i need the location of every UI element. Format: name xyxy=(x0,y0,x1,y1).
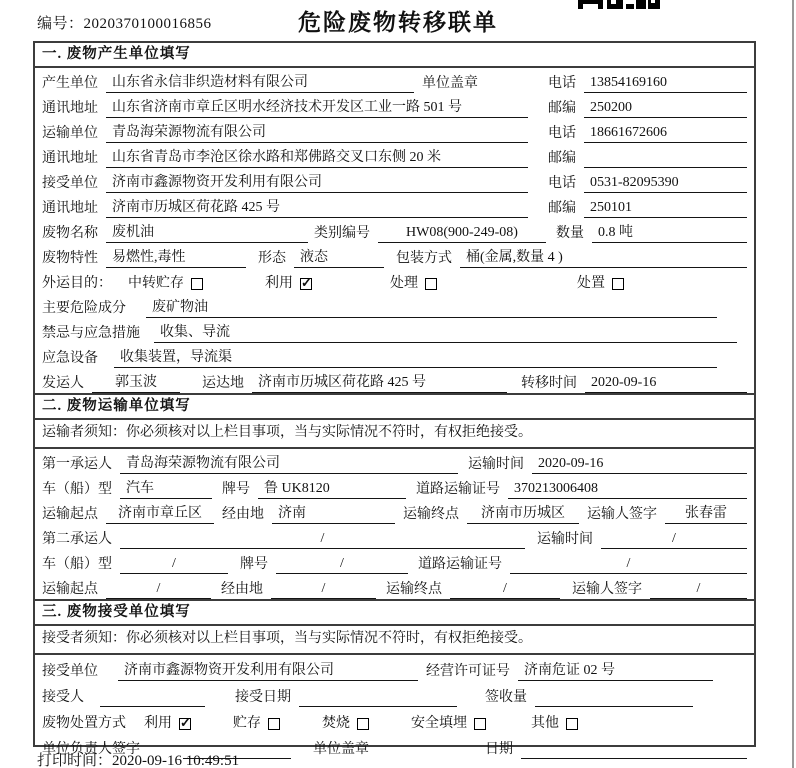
equipment-label: 应急设备 xyxy=(42,351,98,366)
route1-sign: 张春雷 xyxy=(665,502,747,524)
route1-start-label: 运输起点 xyxy=(42,507,98,522)
receiver-phone-label: 电话 xyxy=(548,176,576,191)
producer-phone-label: 电话 xyxy=(548,76,576,91)
row-dispatch xyxy=(35,368,754,393)
purpose-reuse-label: 利用 xyxy=(265,276,293,291)
vehicle1-plate: 鲁 UK8120 xyxy=(258,477,406,499)
vehicle1-label: 车（船）型 xyxy=(42,482,112,497)
vehicle1-permit-label: 道路运输证号 xyxy=(416,482,500,497)
producer-addr-value: 山东省济南市章丘区明水经济技术开发区工业一路 501 号 xyxy=(106,96,528,118)
license-label: 经营许可证号 xyxy=(426,664,510,679)
purpose-label: 外运目的： xyxy=(42,276,112,291)
accept-date-label: 接受日期 xyxy=(235,690,291,705)
row-producer xyxy=(35,68,754,93)
waste-pack: 桶(金属,数量 4 ) xyxy=(460,246,747,268)
checkbox-disposal-burn-icon xyxy=(357,718,369,730)
qr-code-fragment-icon xyxy=(578,0,660,9)
manager-date xyxy=(521,757,747,759)
producer-seal-label: 单位盖章 xyxy=(422,76,478,91)
acceptor-label: 接受人 xyxy=(42,690,84,705)
print-time: 打印时间：2020-09-16 10:49:51 xyxy=(37,753,240,768)
receiver-addr-value: 济南市历城区荷花路 425 号 xyxy=(106,196,528,218)
row-purpose xyxy=(35,268,754,293)
waste-name-value: 废机油 xyxy=(106,221,308,243)
route2-sign-label: 运输人签字 xyxy=(572,582,642,597)
dispatch-time: 2020-09-16 xyxy=(585,375,747,393)
receiver-value: 济南市鑫源物资开发利用有限公司 xyxy=(106,171,528,193)
carrier2-value: / xyxy=(120,531,525,549)
accept-unit-label: 接受单位 xyxy=(42,664,98,679)
row-carrier2 xyxy=(35,524,754,549)
disposal-option-landfill xyxy=(411,712,486,733)
checkbox-disposal-store-icon xyxy=(268,718,280,730)
vehicle2-plate: / xyxy=(276,556,408,574)
row-route2 xyxy=(35,574,754,599)
row-transporter-address xyxy=(35,143,754,168)
row-waste-name xyxy=(35,218,754,243)
dispatch-dest: 济南市历城区荷花路 425 号 xyxy=(252,371,507,393)
row-vehicle1 xyxy=(35,474,754,499)
waste-qty: 0.8 吨 xyxy=(592,221,747,243)
waste-code-label: 类别编号 xyxy=(314,226,370,241)
row-route1 xyxy=(35,499,754,524)
dispatch-time-label: 转移时间 xyxy=(521,376,577,391)
checkbox-treatment-icon xyxy=(425,278,437,290)
disposal-reuse-label: 利用 xyxy=(144,716,172,731)
route2-start-label: 运输起点 xyxy=(42,582,98,597)
carrier2-label: 第二承运人 xyxy=(42,532,112,547)
waste-name-label: 废物名称 xyxy=(42,226,98,241)
waste-pack-label: 包装方式 xyxy=(396,251,452,266)
waste-form-label: 形态 xyxy=(258,251,286,266)
row-receiver-address xyxy=(35,193,754,218)
signed-qty-label: 签收量 xyxy=(485,690,527,705)
purpose-dispose-label: 处置 xyxy=(577,276,605,291)
disposal-burn-label: 焚烧 xyxy=(322,716,350,731)
vehicle2-plate-label: 牌号 xyxy=(240,557,268,572)
row-taboo xyxy=(35,318,754,343)
purpose-option-reuse xyxy=(265,272,312,293)
checkbox-disposal-reuse-icon xyxy=(179,718,191,730)
waste-traits-value: 易燃性,毒性 xyxy=(106,246,246,268)
row-acceptor xyxy=(35,681,754,707)
route2-start: / xyxy=(106,581,211,599)
vehicle2-permit: / xyxy=(510,556,747,574)
section3-notice: 接受者须知：你必须核对以上栏目事项，当与实际情况不符时，有权拒绝接受。 xyxy=(35,626,754,655)
route2-via-label: 经由地 xyxy=(221,582,263,597)
waste-code: HW08(900-249-08) xyxy=(378,225,546,243)
row-disposal xyxy=(35,707,754,733)
producer-addr-label: 通讯地址 xyxy=(42,101,98,116)
route2-end: / xyxy=(450,581,560,599)
disposal-store-label: 贮存 xyxy=(233,716,261,731)
row-receiver xyxy=(35,168,754,193)
dispatch-label: 发运人 xyxy=(42,376,84,391)
disposal-other-label: 其他 xyxy=(531,716,559,731)
producer-phone: 13854169160 xyxy=(584,75,747,93)
route2-via: / xyxy=(271,581,376,599)
receiver-phone: 0531-82095390 xyxy=(584,175,747,193)
row-vehicle2 xyxy=(35,549,754,574)
page-title: 危险废物转移联单 xyxy=(298,10,498,35)
transporter-label: 运输单位 xyxy=(42,126,98,141)
receiver-label: 接受单位 xyxy=(42,176,98,191)
hazard-label: 主要危险成分 xyxy=(42,301,126,316)
checkbox-disposal-other-icon xyxy=(566,718,578,730)
section2-notice: 运输者须知：你必须核对以上栏目事项，当与实际情况不符时，有权拒绝接受。 xyxy=(35,420,754,449)
transporter-value: 青岛海荣源物流有限公司 xyxy=(106,121,528,143)
receiver-zip: 250101 xyxy=(584,200,747,218)
disposal-label: 废物处置方式 xyxy=(42,716,126,731)
producer-value: 山东省永信非织造材料有限公司 xyxy=(106,71,414,93)
producer-zip: 250200 xyxy=(584,100,747,118)
disposal-option-reuse xyxy=(144,712,191,733)
license-value: 济南危证 02 号 xyxy=(518,659,713,681)
serial-label: 编号： xyxy=(37,16,84,32)
row-accept-unit xyxy=(35,655,754,681)
equipment-value: 收集装置，导流渠 xyxy=(114,346,717,368)
accept-unit-value: 济南市鑫源物资开发利用有限公司 xyxy=(118,659,418,681)
transporter-zip-label: 邮编 xyxy=(548,151,576,166)
row-hazard xyxy=(35,293,754,318)
route1-via-label: 经由地 xyxy=(222,507,264,522)
purpose-option-dispose xyxy=(577,272,624,293)
row-waste-traits xyxy=(35,243,754,268)
checkbox-disposal-landfill-icon xyxy=(474,718,486,730)
section1-heading: 一. 废物产生单位填写 xyxy=(35,43,754,68)
receiver-zip-label: 邮编 xyxy=(548,201,576,216)
purpose-treat-label: 处理 xyxy=(390,276,418,291)
receiver-addr-label: 通讯地址 xyxy=(42,201,98,216)
checkbox-disposal-icon xyxy=(612,278,624,290)
vehicle2-permit-label: 道路运输证号 xyxy=(418,557,502,572)
row-equipment xyxy=(35,343,754,368)
checkbox-transfer-storage-icon xyxy=(191,278,203,290)
purpose-transfer-label: 中转贮存 xyxy=(128,276,184,291)
disposal-option-other xyxy=(531,712,578,733)
serial-value: 2020370100016856 xyxy=(83,16,212,32)
purpose-option-treat xyxy=(390,272,437,293)
carrier2-time: / xyxy=(601,531,747,549)
manager-seal-label: 单位盖章 xyxy=(313,742,369,757)
taboo-value: 收集、导流 xyxy=(154,321,737,343)
section2-heading: 二. 废物运输单位填写 xyxy=(35,393,754,420)
waste-form: 液态 xyxy=(294,246,384,268)
vehicle1-plate-label: 牌号 xyxy=(222,482,250,497)
route1-end-label: 运输终点 xyxy=(403,507,459,522)
transporter-phone-label: 电话 xyxy=(548,126,576,141)
route2-end-label: 运输终点 xyxy=(386,582,442,597)
purpose-option-transfer xyxy=(128,272,203,293)
dispatch-dest-label: 运达地 xyxy=(202,376,244,391)
route2-sign: / xyxy=(650,581,747,599)
route1-end: 济南市历城区 xyxy=(467,502,579,524)
manager-date-label: 日期 xyxy=(485,742,513,757)
waste-traits-label: 废物特性 xyxy=(42,251,98,266)
route1-sign-label: 运输人签字 xyxy=(587,507,657,522)
disposal-option-burn xyxy=(322,712,369,733)
disposal-option-store xyxy=(233,712,280,733)
page-edge-line xyxy=(792,0,794,768)
transporter-addr-label: 通讯地址 xyxy=(42,151,98,166)
checkbox-reuse-icon xyxy=(300,278,312,290)
carrier1-label: 第一承运人 xyxy=(42,457,112,472)
route1-start: 济南市章丘区 xyxy=(106,502,214,524)
route1-via: 济南 xyxy=(272,502,395,524)
section3-heading: 三. 废物接受单位填写 xyxy=(35,599,754,626)
waste-qty-label: 数量 xyxy=(556,226,584,241)
producer-zip-label: 邮编 xyxy=(548,101,576,116)
vehicle2-label: 车（船）型 xyxy=(42,557,112,572)
vehicle1-permit: 370213006408 xyxy=(508,481,747,499)
row-carrier1 xyxy=(35,449,754,474)
carrier1-value: 青岛海荣源物流有限公司 xyxy=(120,452,458,474)
transporter-addr-value: 山东省青岛市李沧区徐水路和郑佛路交叉口东侧 20 米 xyxy=(106,146,528,168)
carrier2-time-label: 运输时间 xyxy=(537,532,593,547)
row-producer-address xyxy=(35,93,754,118)
carrier1-time: 2020-09-16 xyxy=(532,456,747,474)
taboo-label: 禁忌与应急措施 xyxy=(42,326,140,341)
producer-label: 产生单位 xyxy=(42,76,98,91)
vehicle2-value: / xyxy=(120,556,228,574)
row-transporter xyxy=(35,118,754,143)
disposal-landfill-label: 安全填埋 xyxy=(411,716,467,731)
dispatch-value: 郭玉波 xyxy=(92,371,180,393)
manifest-form xyxy=(33,41,756,757)
manager-label: 单位负责人签字 xyxy=(42,742,140,757)
carrier1-time-label: 运输时间 xyxy=(468,457,524,472)
hazard-value: 废矿物油 xyxy=(146,296,717,318)
transporter-phone: 18661672606 xyxy=(584,125,747,143)
vehicle1-value: 汽车 xyxy=(120,477,212,499)
